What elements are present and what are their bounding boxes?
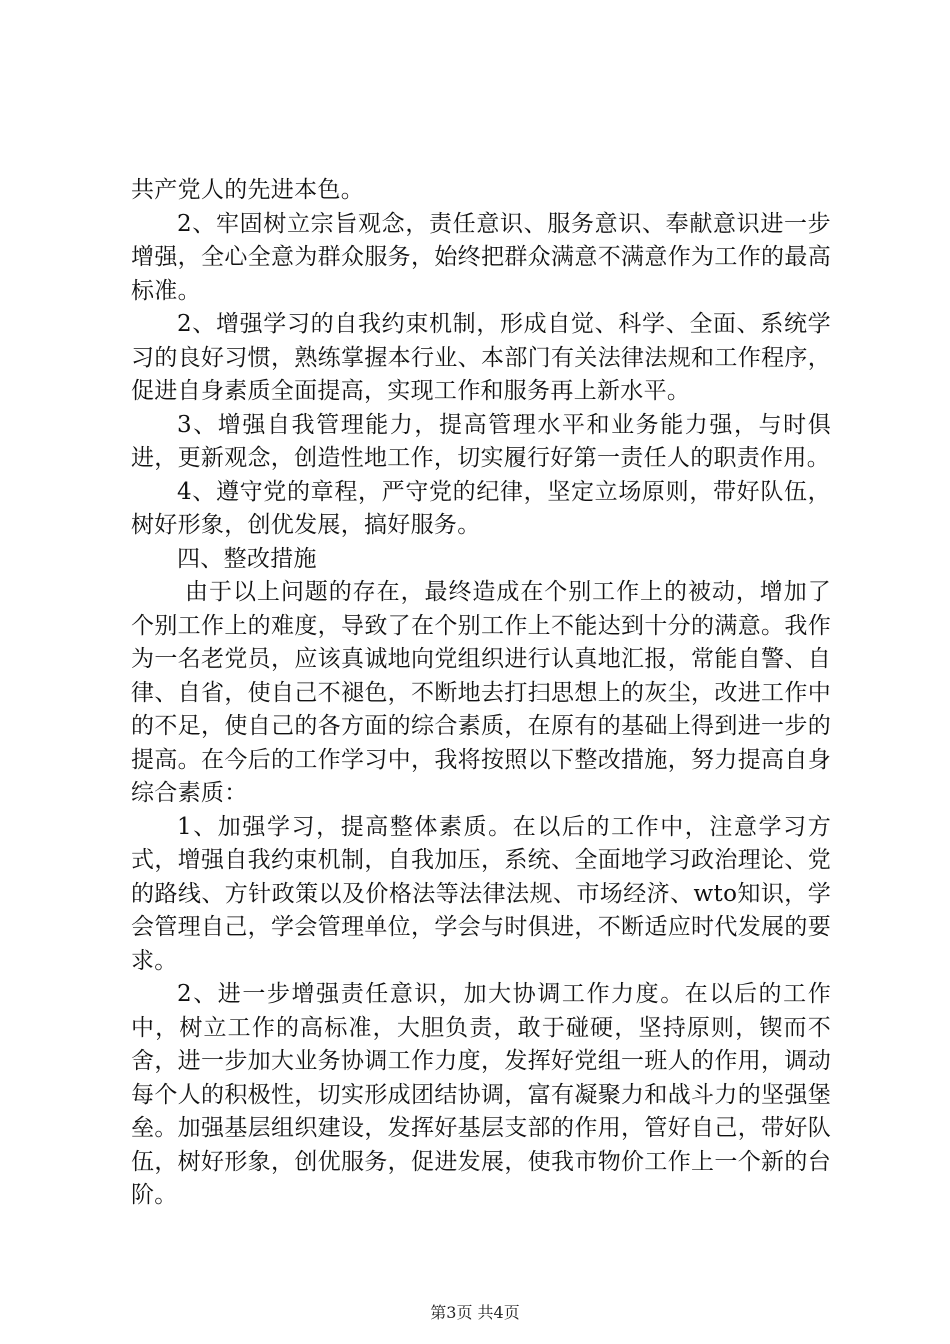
paragraph-continuation: 共产党人的先进本色。 xyxy=(131,177,364,203)
paragraph-item-4: 4、遵守党的章程，严守党的纪律，坚定立场原则，带好队伍，树好形象，创优发展，搞好服务。 xyxy=(131,478,831,538)
paragraph-item-2a: 2、牢固树立宗旨观念，责任意识、服务意识、奉献意识进一步增强，全心全意为群众服务，始终把群众满意不满意作为工作的最高标准。 xyxy=(131,210,831,304)
paragraph-item-2b: 2、增强学习的自我约束机制，形成自觉、科学、全面、系统学习的良好习惯，熟练掌握本行业、本部门有关法律法规和工作程序，促进自身素质全面提高，实现工作和服务再上新水平。 xyxy=(131,311,831,404)
paragraph-measure-1: 1、加强学习，提高整体素质。在以后的工作中，注意学习方式，增强自我约束机制，自我加压，系统、全面地学习政治理论、党的路线、方针政策以及价格法等法律法规、市场经济、wto知识，学会管理自己，学会管理单位，学会与时俱进，不断适应时代发展的要求。 xyxy=(131,813,831,974)
page-number-footer: 第3页 共4页 xyxy=(430,1303,520,1322)
paragraph-rectification-intro: 由于以上问题的存在，最终造成在个别工作上的被动，增加了个别工作上的难度，导致了在个别工作上不能达到十分的满意。我作为一名老党员，应该真诚地向党组织进行认真地汇报，常能自警、自律、自省，使自己不褪色，不断地去打扫思想上的灰尘，改进工作中的不足，使自己的各方面的综合素质，在原有的基础上得到进一步的提高。在今后的工作学习中，我将按照以下整改措施，努力提高自身综合素质： xyxy=(131,579,831,806)
section-heading-rectification: 四、整改措施 xyxy=(177,545,317,572)
document-body xyxy=(131,174,831,1213)
paragraph-item-3: 3、增强自我管理能力，提高管理水平和业务能力强，与时俱进，更新观念，创造性地工作，切实履行好第一责任人的职责作用。 xyxy=(131,411,831,471)
paragraph-measure-2: 2、进一步增强责任意识，加大协调工作力度。在以后的工作中，树立工作的高标准，大胆负责，敢于碰硬，坚持原则，锲而不舍，进一步加大业务协调工作力度，发挥好党组一班人的作用，调动每个人的积极性，切实形成团结协调，富有凝聚力和战斗力的坚强堡垒。加强基层组织建设，发挥好基层支部的作用，管好自己，带好队伍，树好形象，创优服务，促进发展，使我市物价工作上一个新的台阶。 xyxy=(131,981,831,1208)
